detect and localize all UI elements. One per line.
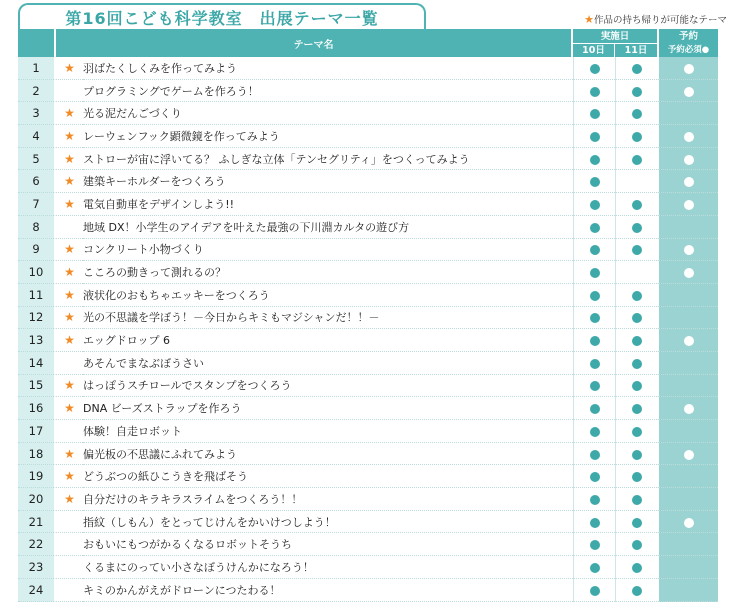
day11-cell	[615, 261, 657, 284]
day11-dot-icon	[632, 155, 642, 165]
table-row	[18, 193, 718, 216]
day11-cell	[615, 193, 657, 216]
reservation-required-dot-icon	[684, 155, 694, 165]
day11-dot-icon	[632, 518, 642, 528]
day11-dot-icon	[632, 336, 642, 346]
takeaway-star-icon	[56, 533, 83, 556]
table-row	[18, 239, 718, 262]
theme-name: 光る泥だんごづくり	[83, 102, 573, 125]
table-row	[18, 307, 718, 330]
table-row	[18, 443, 718, 466]
reservation-required-dot-icon	[684, 336, 694, 346]
day10-dot-icon	[590, 200, 600, 210]
row-number: 4	[18, 125, 56, 148]
table-row	[18, 511, 718, 534]
legend	[584, 12, 727, 26]
reservation-cell	[657, 148, 718, 171]
row-number: 20	[18, 488, 56, 511]
day11-dot-icon	[632, 427, 642, 437]
table-row	[18, 284, 718, 307]
table-row	[18, 80, 718, 103]
takeaway-star-icon	[56, 420, 83, 443]
table-row	[18, 170, 718, 193]
reservation-cell	[657, 488, 718, 511]
row-number: 19	[18, 465, 56, 488]
day11-cell	[615, 284, 657, 307]
reservation-required-dot-icon	[684, 404, 694, 414]
day11-dot-icon	[632, 64, 642, 74]
day10-cell	[573, 193, 615, 216]
theme-name: 地域 DX！小学生のアイデアを叶えた最強の下川淵カルタの遊び方	[83, 216, 573, 239]
day11-cell	[615, 397, 657, 420]
theme-name: 電気自動車をデザインしよう!!	[83, 193, 573, 216]
day11-dot-icon	[632, 200, 642, 210]
table-row	[18, 420, 718, 443]
day11-dot-icon	[632, 109, 642, 119]
day10-dot-icon	[590, 518, 600, 528]
takeaway-star-icon: ★	[56, 170, 83, 193]
day11-dot-icon	[632, 404, 642, 414]
takeaway-star-icon: ★	[56, 307, 83, 330]
day10-dot-icon	[590, 495, 600, 505]
theme-name: 自分だけのキラキラスライムをつくろう！！	[83, 488, 573, 511]
day10-cell	[573, 488, 615, 511]
page-title: 第16回こども科学教室 出展テーマ一覧	[65, 8, 379, 28]
day11-cell	[615, 57, 657, 80]
day10-cell	[573, 420, 615, 443]
reservation-required-dot-icon	[684, 450, 694, 460]
day11-dot-icon	[632, 586, 642, 596]
day10-dot-icon	[590, 155, 600, 165]
theme-name: あそんでまなぶぼうさい	[83, 352, 573, 375]
title-box	[18, 3, 426, 29]
theme-name: 指紋（しもん）をとってじけんをかいけつしよう！	[83, 511, 573, 534]
reservation-cell	[657, 352, 718, 375]
day10-dot-icon	[590, 109, 600, 119]
day11-cell	[615, 307, 657, 330]
takeaway-star-icon: ★	[56, 148, 83, 171]
day11-cell	[615, 239, 657, 262]
reservation-cell	[657, 443, 718, 466]
day10-cell	[573, 102, 615, 125]
day10-cell	[573, 80, 615, 103]
day11-cell	[615, 125, 657, 148]
reservation-cell	[657, 125, 718, 148]
takeaway-star-icon: ★	[56, 465, 83, 488]
day10-cell	[573, 397, 615, 420]
day10-cell	[573, 533, 615, 556]
theme-name: コンクリート小物づくり	[83, 239, 573, 262]
theme-name: 偏光板の不思議にふれてみよう	[83, 443, 573, 466]
row-number: 12	[18, 307, 56, 330]
day10-dot-icon	[590, 291, 600, 301]
reservation-cell	[657, 284, 718, 307]
day10-cell	[573, 216, 615, 239]
day10-cell	[573, 465, 615, 488]
theme-name: ストローが宙に浮いてる？ ふしぎな立体「テンセグリティ」をつくってみよう	[83, 148, 573, 171]
reservation-cell	[657, 329, 718, 352]
table-row	[18, 148, 718, 171]
day11-cell	[615, 102, 657, 125]
reservation-cell	[657, 307, 718, 330]
reservation-required-dot-icon	[684, 177, 694, 187]
reservation-required-dot-icon	[684, 87, 694, 97]
day10-cell	[573, 352, 615, 375]
day10-dot-icon	[590, 586, 600, 596]
day10-dot-icon	[590, 427, 600, 437]
row-number: 6	[18, 170, 56, 193]
day10-dot-icon	[590, 313, 600, 323]
reservation-cell	[657, 511, 718, 534]
row-number: 13	[18, 329, 56, 352]
theme-name: キミのかんがえがドローンにつたわる！	[83, 579, 573, 602]
day10-cell	[573, 556, 615, 579]
header-dates: 実施日	[573, 29, 657, 43]
reservation-cell	[657, 193, 718, 216]
header-day10: 10日	[573, 43, 615, 57]
day11-dot-icon	[632, 359, 642, 369]
theme-name: レーウェンフック顕微鏡を作ってみよう	[83, 125, 573, 148]
day10-dot-icon	[590, 450, 600, 460]
table-row	[18, 102, 718, 125]
day10-dot-icon	[590, 359, 600, 369]
takeaway-star-icon: ★	[56, 102, 83, 125]
day11-dot-icon	[632, 245, 642, 255]
day10-cell	[573, 125, 615, 148]
table-row	[18, 375, 718, 398]
reservation-required-dot-icon	[684, 64, 694, 74]
row-number: 1	[18, 57, 56, 80]
takeaway-star-icon	[56, 216, 83, 239]
theme-name: エッグドロップ 6	[83, 329, 573, 352]
row-number: 24	[18, 579, 56, 602]
day11-dot-icon	[632, 450, 642, 460]
takeaway-star-icon	[56, 511, 83, 534]
day11-dot-icon	[632, 472, 642, 482]
table-row	[18, 465, 718, 488]
day10-cell	[573, 443, 615, 466]
table-row	[18, 556, 718, 579]
takeaway-star-icon: ★	[56, 193, 83, 216]
day11-cell	[615, 420, 657, 443]
row-number: 17	[18, 420, 56, 443]
day10-dot-icon	[590, 563, 600, 573]
reservation-cell	[657, 533, 718, 556]
day11-cell	[615, 216, 657, 239]
header-num	[18, 29, 56, 57]
takeaway-star-icon: ★	[56, 443, 83, 466]
row-number: 21	[18, 511, 56, 534]
day10-cell	[573, 307, 615, 330]
theme-table	[18, 29, 718, 602]
legend-text: 作品の持ち帰りが可能なテーマ	[593, 15, 727, 26]
day11-cell	[615, 579, 657, 602]
day11-dot-icon	[632, 87, 642, 97]
day10-dot-icon	[590, 245, 600, 255]
theme-name: 液状化のおもちゃエッキーをつくろう	[83, 284, 573, 307]
day11-cell	[615, 488, 657, 511]
theme-name: どうぶつの紙ひこうきを飛ばそう	[83, 465, 573, 488]
row-number: 10	[18, 261, 56, 284]
theme-name: プログラミングでゲームを作ろう！	[83, 80, 573, 103]
day11-cell	[615, 533, 657, 556]
day11-dot-icon	[632, 132, 642, 142]
day10-dot-icon	[590, 87, 600, 97]
day10-dot-icon	[590, 404, 600, 414]
day10-dot-icon	[590, 177, 600, 187]
takeaway-star-icon	[56, 80, 83, 103]
day10-cell	[573, 329, 615, 352]
takeaway-star-icon: ★	[56, 375, 83, 398]
day10-dot-icon	[590, 64, 600, 74]
table-row	[18, 579, 718, 602]
reservation-required-dot-icon	[684, 200, 694, 210]
reservation-required-dot-icon	[684, 245, 694, 255]
day10-dot-icon	[590, 540, 600, 550]
header-day11: 11日	[615, 43, 657, 57]
day11-cell	[615, 556, 657, 579]
header-reservation-required: 予約必須●	[657, 43, 718, 57]
table-row	[18, 533, 718, 556]
header-reservation: 予約	[657, 29, 718, 43]
theme-name: はっぽうスチロールでスタンプをつくろう	[83, 375, 573, 398]
day11-cell	[615, 375, 657, 398]
day11-cell	[615, 148, 657, 171]
day11-cell	[615, 352, 657, 375]
row-number: 14	[18, 352, 56, 375]
day11-cell	[615, 329, 657, 352]
day11-dot-icon	[632, 563, 642, 573]
takeaway-star-icon: ★	[56, 261, 83, 284]
takeaway-star-icon: ★	[56, 239, 83, 262]
day11-dot-icon	[632, 495, 642, 505]
row-number: 16	[18, 397, 56, 420]
day11-dot-icon	[632, 313, 642, 323]
row-number: 2	[18, 80, 56, 103]
day10-cell	[573, 170, 615, 193]
reservation-cell	[657, 556, 718, 579]
day10-dot-icon	[590, 381, 600, 391]
theme-name: 建築キーホルダーをつくろう	[83, 170, 573, 193]
reservation-required-dot-icon	[684, 268, 694, 278]
takeaway-star-icon: ★	[56, 284, 83, 307]
day11-dot-icon	[632, 540, 642, 550]
row-number: 18	[18, 443, 56, 466]
reservation-cell	[657, 397, 718, 420]
theme-name: 光の不思議を学ぼう！－今日からキミもマジシャンだ！！－	[83, 307, 573, 330]
table-row	[18, 329, 718, 352]
day10-cell	[573, 284, 615, 307]
reservation-cell	[657, 57, 718, 80]
day10-dot-icon	[590, 472, 600, 482]
takeaway-star-icon: ★	[56, 57, 83, 80]
takeaway-star-icon: ★	[56, 125, 83, 148]
reservation-cell	[657, 465, 718, 488]
takeaway-star-icon	[56, 556, 83, 579]
theme-name: 羽ばたくしくみを作ってみよう	[83, 57, 573, 80]
reservation-cell	[657, 216, 718, 239]
day10-cell	[573, 261, 615, 284]
takeaway-star-icon: ★	[56, 488, 83, 511]
header-theme: テーマ名	[56, 29, 573, 57]
theme-name: 体験！自走ロボット	[83, 420, 573, 443]
row-number: 5	[18, 148, 56, 171]
reservation-cell	[657, 102, 718, 125]
day10-cell	[573, 57, 615, 80]
day11-cell	[615, 80, 657, 103]
row-number: 11	[18, 284, 56, 307]
day10-cell	[573, 375, 615, 398]
reservation-cell	[657, 579, 718, 602]
row-number: 22	[18, 533, 56, 556]
reservation-required-dot-icon	[684, 518, 694, 528]
row-number: 23	[18, 556, 56, 579]
legend-star-icon: ★	[584, 13, 594, 26]
reservation-required-dot-icon	[684, 132, 694, 142]
reservation-cell	[657, 170, 718, 193]
takeaway-star-icon: ★	[56, 397, 83, 420]
table-row	[18, 488, 718, 511]
day11-cell	[615, 170, 657, 193]
table-row	[18, 261, 718, 284]
takeaway-star-icon: ★	[56, 329, 83, 352]
day10-dot-icon	[590, 268, 600, 278]
reservation-cell	[657, 375, 718, 398]
reservation-cell	[657, 261, 718, 284]
day10-dot-icon	[590, 336, 600, 346]
day11-cell	[615, 443, 657, 466]
row-number: 3	[18, 102, 56, 125]
theme-name: DNA ビーズストラップを作ろう	[83, 397, 573, 420]
table-row	[18, 352, 718, 375]
day10-dot-icon	[590, 132, 600, 142]
day11-dot-icon	[632, 291, 642, 301]
day11-dot-icon	[632, 381, 642, 391]
day10-dot-icon	[590, 223, 600, 233]
reservation-cell	[657, 420, 718, 443]
table-row	[18, 397, 718, 420]
table-row	[18, 125, 718, 148]
day11-cell	[615, 465, 657, 488]
takeaway-star-icon	[56, 579, 83, 602]
row-number: 8	[18, 216, 56, 239]
theme-name: くるまにのってい小さなぼうけんかになろう！	[83, 556, 573, 579]
day10-cell	[573, 239, 615, 262]
row-number: 7	[18, 193, 56, 216]
takeaway-star-icon	[56, 352, 83, 375]
table-row	[18, 57, 718, 80]
day10-cell	[573, 148, 615, 171]
day10-cell	[573, 511, 615, 534]
day11-cell	[615, 511, 657, 534]
reservation-cell	[657, 239, 718, 262]
day10-cell	[573, 579, 615, 602]
day11-dot-icon	[632, 223, 642, 233]
reservation-cell	[657, 80, 718, 103]
row-number: 15	[18, 375, 56, 398]
theme-name: おもいにもつがかるくなるロボットそうち	[83, 533, 573, 556]
row-number: 9	[18, 239, 56, 262]
theme-name: こころの動きって測れるの？	[83, 261, 573, 284]
table-row	[18, 216, 718, 239]
